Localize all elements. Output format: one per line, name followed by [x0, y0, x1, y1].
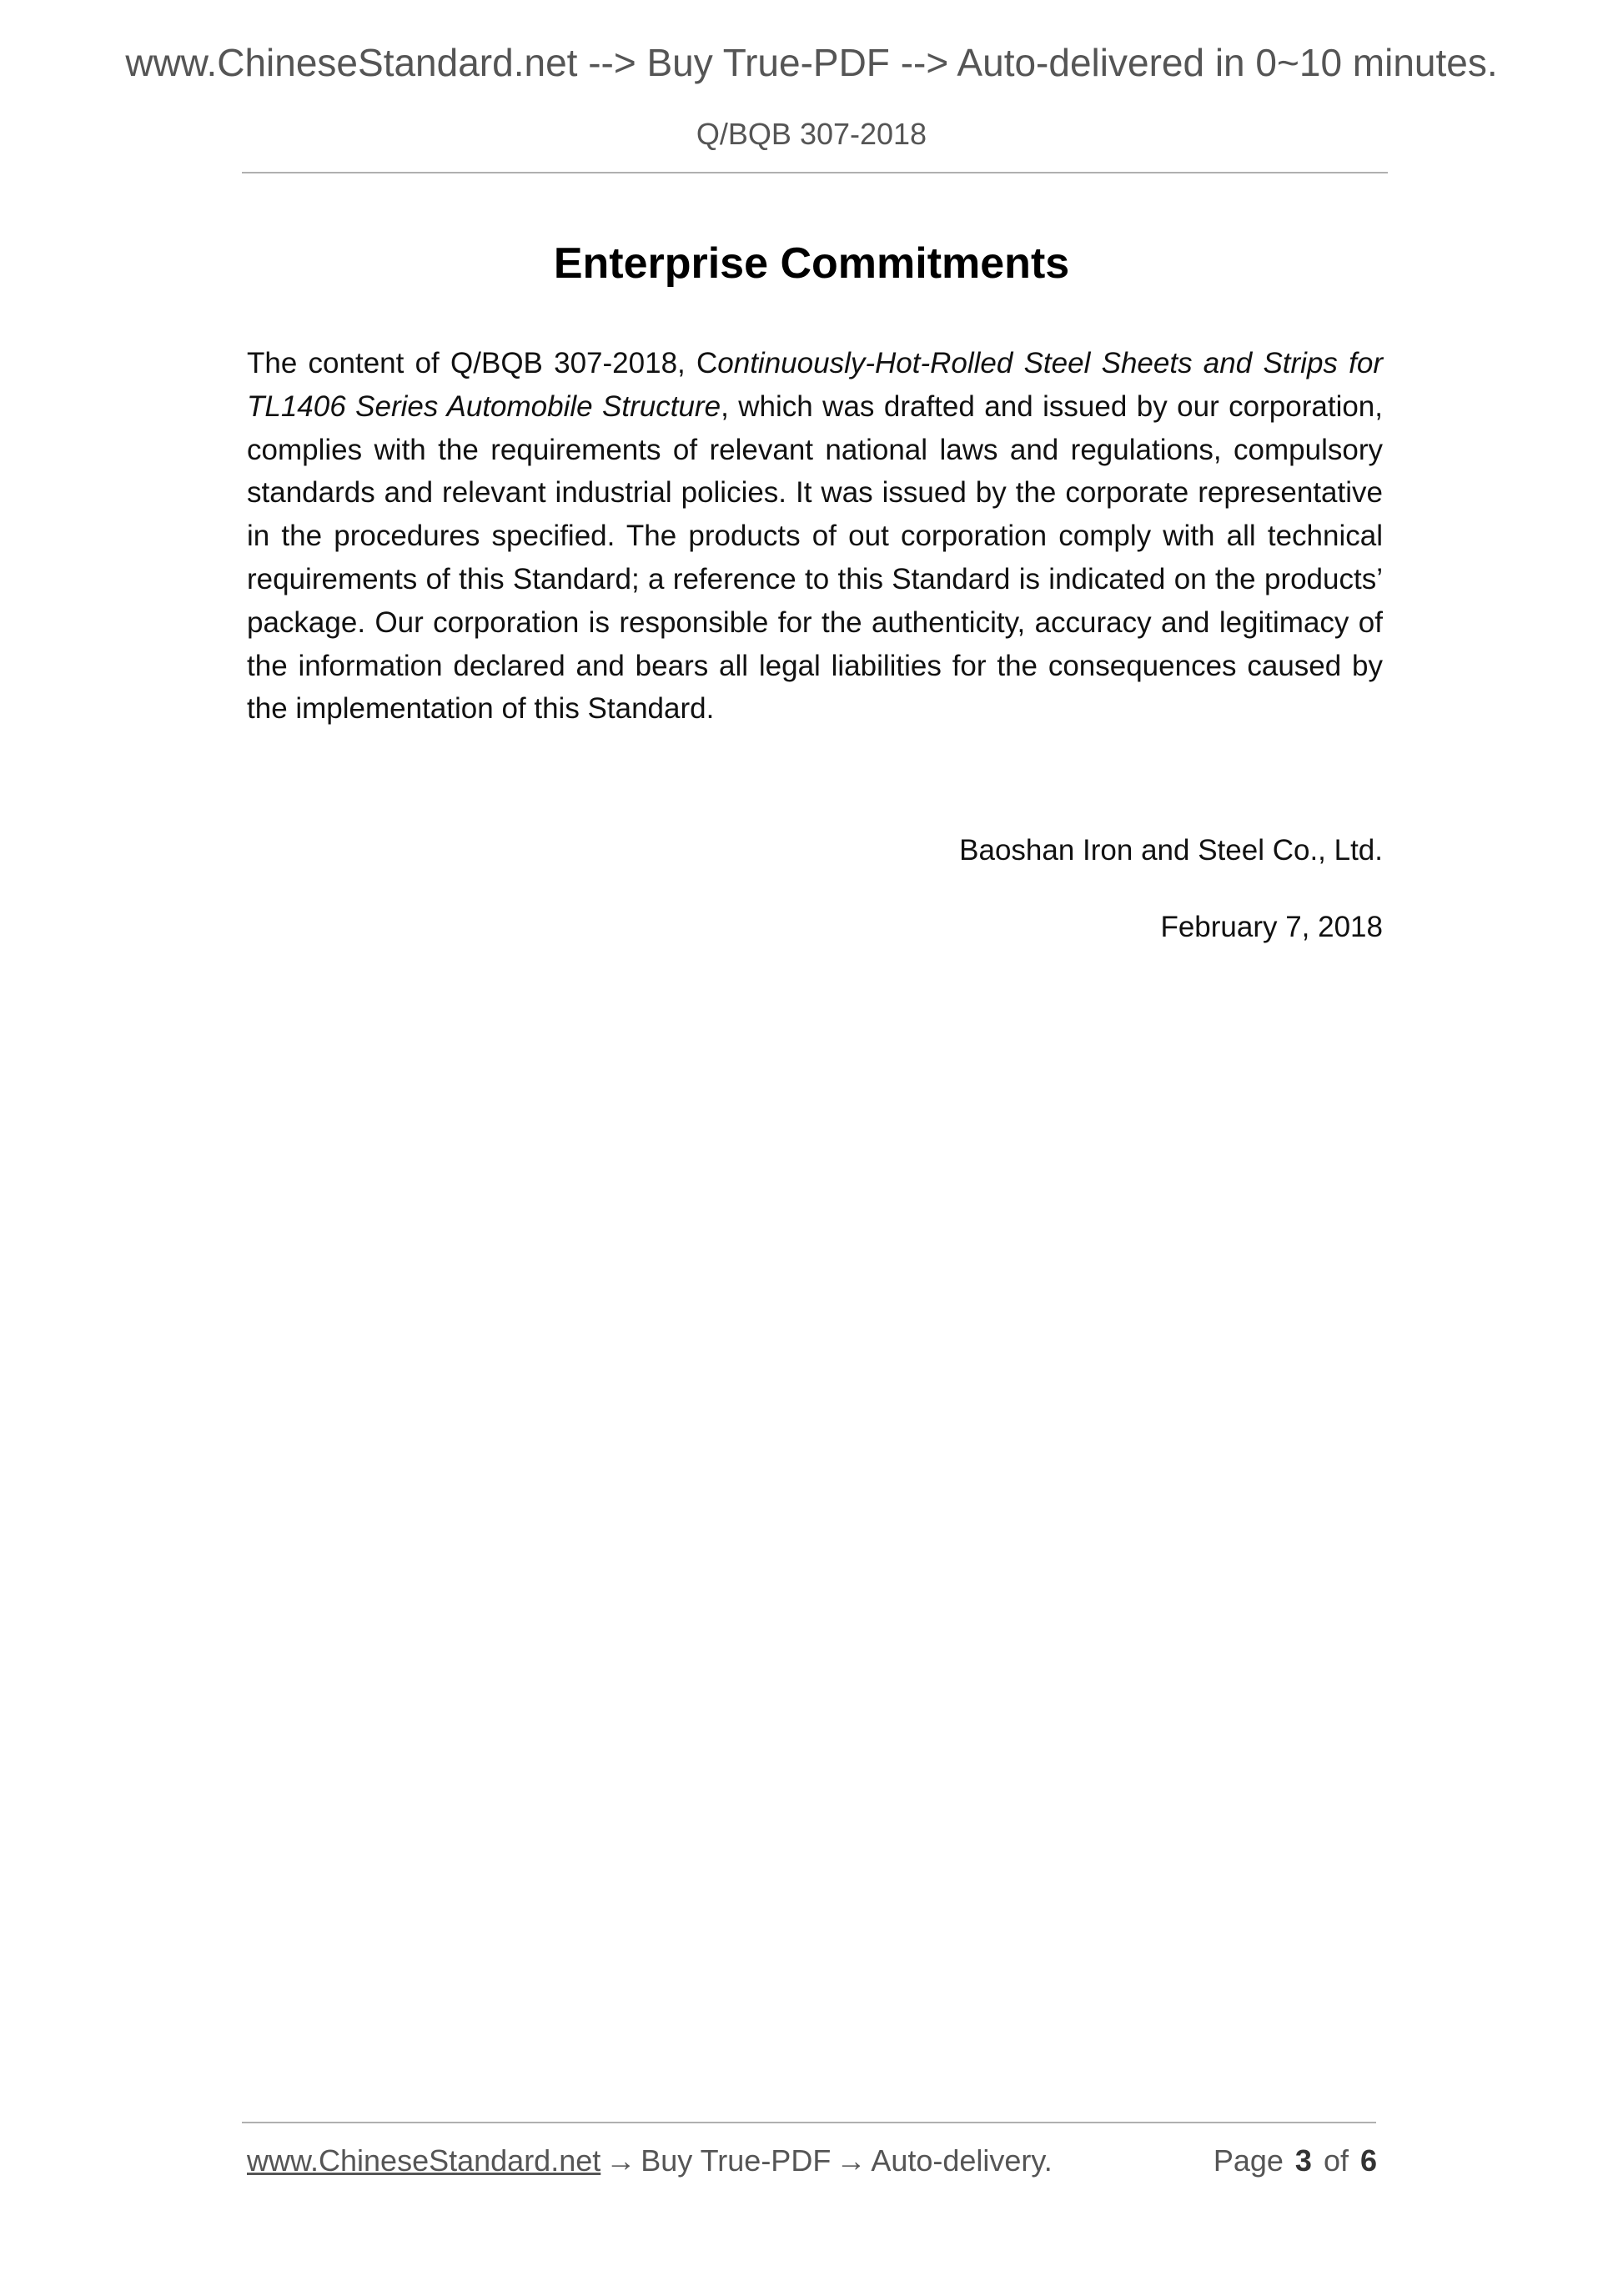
- arrow-right-icon: →: [605, 2143, 636, 2178]
- paragraph-body: , which was drafted and issued by our corporation, complies with the requirements of relevant national laws and regulations, compulsory standards and relevant industrial policies. It was issued by the corporate representative in the procedures specified. The products of out corporation comply with all technical requirements of this Standard; a reference to this Standard is indicated on the products’ package. Our corporation is responsible for the authenticity, accuracy and legitimacy of the information declared and bears all legal liabilities for the consequences caused by the implementation of this Standard.: [247, 389, 1383, 726]
- auto-delivery-text: Auto-delivery.: [871, 2143, 1053, 2178]
- page-title: Enterprise Commitments: [553, 239, 1070, 288]
- of-label: of: [1323, 2143, 1349, 2178]
- signatory-name: Baoshan Iron and Steel Co., Ltd.: [959, 834, 1383, 867]
- commitment-paragraph: [247, 342, 1383, 731]
- standard-title-italic: ontinuously-Hot-Rolled Steel Sheets and Strips for TL1406 Series Automobile Structure: [247, 347, 1383, 423]
- paragraph-prefix: The content of Q/BQB 307-2018, C: [247, 347, 718, 379]
- total-pages: 6: [1359, 2143, 1377, 2178]
- current-page: 3: [1294, 2143, 1312, 2178]
- page-label: Page: [1213, 2143, 1284, 2178]
- header-divider: [242, 172, 1388, 173]
- arrow-right-icon: →: [836, 2143, 867, 2178]
- chinesestandard-link[interactable]: www.ChineseStandard.net: [247, 2143, 601, 2178]
- footer-promo: [247, 2143, 1053, 2178]
- page-number: [1213, 2143, 1377, 2178]
- standard-code-header: Q/BQB 307-2018: [696, 117, 927, 151]
- footer-divider: [242, 2122, 1376, 2123]
- buy-true-pdf-text: Buy True-PDF: [641, 2143, 832, 2178]
- signature-date: February 7, 2018: [1160, 911, 1383, 943]
- top-banner: www.ChineseStandard.net --> Buy True-PDF --> Auto-delivered in 0~10 minutes.: [125, 41, 1498, 84]
